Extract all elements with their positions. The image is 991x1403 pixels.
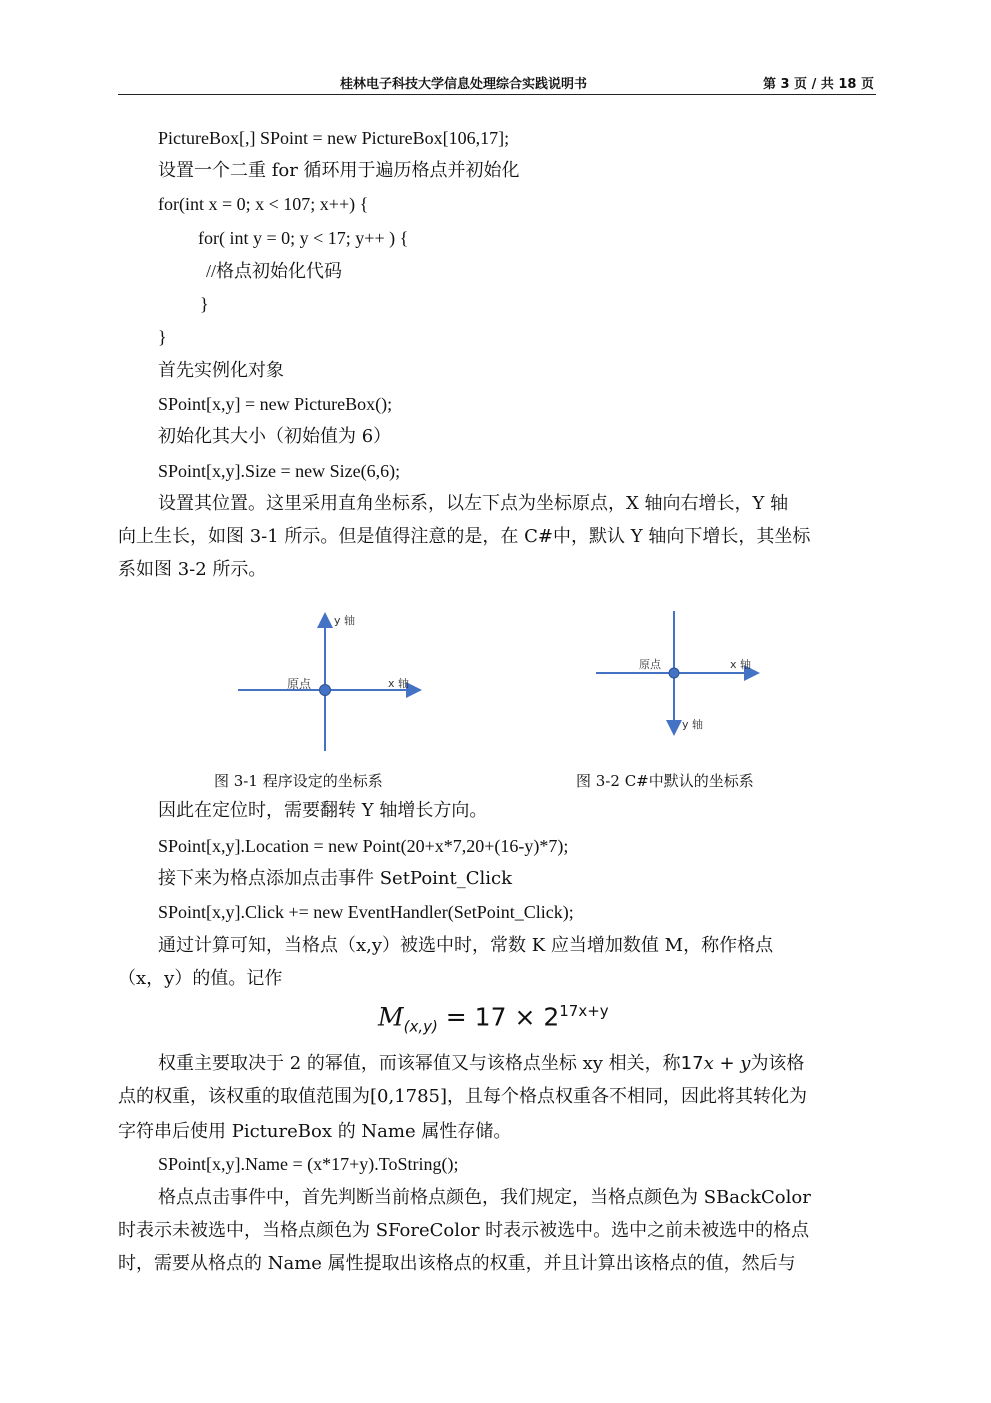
text-line: 接下来为格点添加点击事件 SetPoint_Click: [158, 868, 513, 889]
formula-body: = 17 × 2: [437, 1002, 560, 1032]
text-line: 因此在定位时，需要翻转 Y 轴增长方向。: [158, 800, 488, 821]
inline-math-17: 17: [680, 1053, 704, 1074]
text-line: （x，y）的值。记作: [118, 968, 283, 989]
figure-3-2-caption: 图 3-2 C#中默认的坐标系: [576, 772, 754, 790]
text-line: 首先实例化对象: [158, 360, 284, 381]
text-line: 向上生长，如图 3-1 所示。但是值得注意的是，在 C#中，默认 Y 轴向下增长，其坐标: [118, 526, 811, 547]
figure-3-1-caption: 图 3-1 程序设定的坐标系: [214, 772, 383, 790]
fig2-origin-label: 原点: [639, 658, 661, 671]
inline-math-plus: +: [713, 1053, 741, 1074]
code-comment: //格点初始化代码: [206, 261, 343, 281]
fig1-origin-dot: [320, 685, 331, 696]
text-line: 初始化其大小（初始值为 6）: [158, 426, 392, 447]
code-line: SPoint[x,y] = new PictureBox();: [158, 394, 393, 414]
text-line: 设置其位置。这里采用直角坐标系，以左下点为坐标原点，X 轴向右增长，Y 轴: [158, 493, 789, 514]
inline-weight-expression: [681, 1053, 751, 1074]
figure-3-2-coordinate-diagram: [590, 606, 770, 736]
text-line: 格点点击事件中，首先判断当前格点颜色，我们规定，当格点颜色为 SBackColor: [158, 1187, 811, 1208]
code-line: for(int x = 0; x < 107; x++) {: [158, 194, 369, 214]
text-line: [158, 1052, 804, 1076]
text-line: 设置一个二重 for 循环用于遍历格点并初始化: [158, 160, 520, 181]
text-line: 字符串后使用 PictureBox 的 Name 属性存储。: [118, 1121, 512, 1142]
code-line: SPoint[x,y].Size = new Size(6,6);: [158, 461, 401, 481]
fig1-y-label: y 轴: [334, 614, 356, 627]
code-line: PictureBox[,] SPoint = new PictureBox[106,17];: [158, 128, 510, 148]
text-line: 时，需要从格点的 Name 属性提取出该格点的权重，并且计算出该格点的值，然后与: [118, 1253, 796, 1274]
weight-formula: [378, 1002, 609, 1035]
code-line: }: [200, 294, 209, 314]
page-header: [118, 70, 876, 95]
text-line: 系如图 3-2 所示。: [118, 559, 267, 580]
code-line: SPoint[x,y].Location = new Point(20+x*7,20+(16-y)*7);: [158, 836, 569, 856]
code-line: }: [158, 327, 167, 347]
fig2-y-label: y 轴: [682, 718, 704, 731]
header-title: 桂林电子科技大学信息处理综合实践说明书: [340, 77, 588, 92]
text-segment: 为该格: [750, 1053, 805, 1074]
figure-3-1-coordinate-diagram: [230, 606, 430, 756]
header-page-number: 第 3 页 / 共 18 页: [762, 77, 874, 92]
fig2-x-label: x 轴: [730, 658, 752, 671]
fig1-x-label: x 轴: [388, 677, 410, 690]
text-segment: 权重主要取决于 2 的幂值，而该幂值又与该格点坐标 xy 相关，称: [158, 1053, 681, 1074]
fig2-origin-dot: [669, 668, 679, 678]
inline-math-x: x: [703, 1053, 714, 1074]
text-line: 通过计算可知，当格点（x,y）被选中时，常数 K 应当增加数值 M，称作格点: [158, 935, 774, 956]
code-line: SPoint[x,y].Click += new EventHandler(SetPoint_Click);: [158, 902, 574, 922]
code-line: SPoint[x,y].Name = (x*17+y).ToString();: [158, 1154, 459, 1174]
formula-subscript: (x,y): [403, 1017, 438, 1036]
text-line: 时表示未被选中，当格点颜色为 SForeColor 时表示被选中。选中之前未被选中的格点: [118, 1220, 810, 1241]
fig1-origin-label: 原点: [287, 677, 312, 691]
formula-exponent: 17x+y: [559, 1002, 609, 1020]
text-line: 点的权重，该权重的取值范围为[0,1785]，且每个格点权重各不相同，因此将其转化为: [118, 1086, 808, 1107]
code-line: for( int y = 0; y < 17; y++ ) {: [198, 228, 409, 248]
formula-m: M: [378, 1002, 404, 1032]
inline-math-y: y: [740, 1053, 751, 1074]
